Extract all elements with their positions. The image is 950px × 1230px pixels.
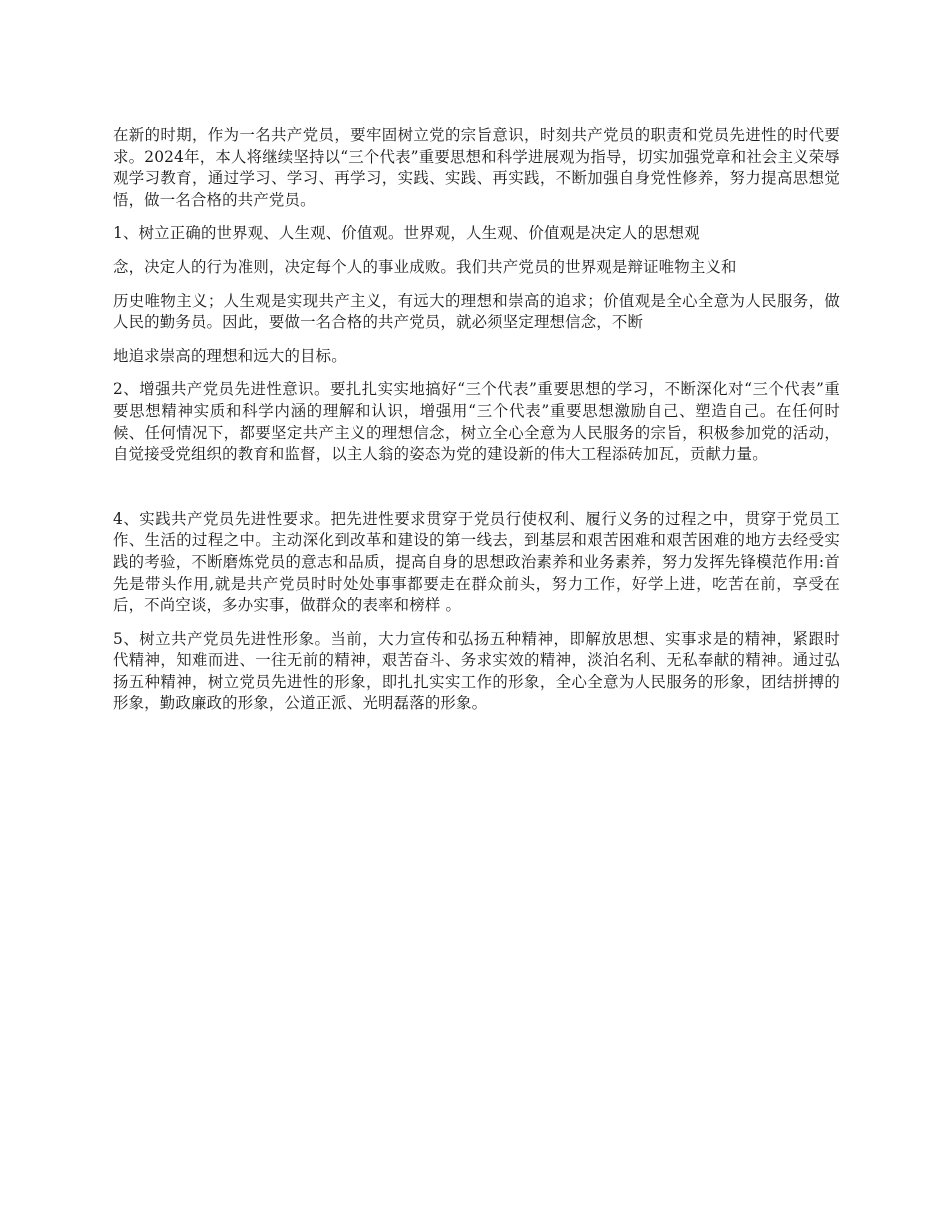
paragraph-1-part-a: 1、树立正确的世界观、人生观、价值观。世界观，人生观、价值观是决定人的思想观 [113, 224, 700, 243]
paragraph-5: 5、树立共产党员先进性形象。当前，大力宣传和弘扬五种精神，即解放思想、实事求是的精神，紧跟时代精神，知难而进、一往无前的精神，艰苦奋斗、务求实效的精神，淡泊名利、无私奉献的精神。通过弘扬五种精神，树立党员先进性的形象，即扎扎实实工作的形象，全心全意为人民服务的形象，团结拼搏的形象，勤政廉政的形象，公道正派、光明磊落的形象。 [113, 629, 840, 713]
paragraph-4: 4、实践共产党员先进性要求。把先进性要求贯穿于党员行使权利、履行义务的过程之中，贯穿于党员工作、生活的过程之中。主动深化到改革和建设的第一线去，到基层和艰苦困难和艰苦困难的地方去经受实践的考验，不断磨炼党员的意志和品质，提高自身的思想政治素养和业务素养，努力发挥先锋模范作用:首先是带头作用,就是共产党员时时处处事事都要走在群众前头，努力工作，好学上进，吃苦在前，享受在后，不尚空谈，多办实事，做群众的表率和榜样 。 [113, 509, 840, 615]
paragraph-intro: 在新的时期，作为一名共产党员，要牢固树立党的宗旨意识，时刻共产党员的职责和党员先进性的时代要求。2024年，本人将继续坚持以“三个代表”重要思想和科学进展观为指导，切实加强党章和社会主义荣辱观学习教育，通过学习、学习、再学习，实践、实践、再实践，不断加强自身党性修养，努力提高思想觉悟，做一名合格的共产党员。 [113, 126, 840, 209]
paragraph-1-part-b: 念，决定人的行为准则，决定每个人的事业成败。我们共产党员的世界观是辩证唯物主义和 [113, 257, 737, 276]
paragraph-1-part-c: 历史唯物主义；人生观是实现共产主义，有远大的理想和崇高的追求；价值观是全心全意为人民服务，做人民的勤务员。因此，要做一名合格的共产党员，就必须坚定理想信念，不断 [113, 291, 840, 332]
paragraph-1-part-d: 地追求崇高的理想和远大的目标。 [113, 346, 347, 365]
paragraph-2: 2、增强共产党员先进性意识。要扎扎实实地搞好“三个代表”重要思想的学习，不断深化对“三个代表”重要思想精神实质和科学内涵的理解和认识，增强用“三个代表”重要思想激励自己、塑造自己。在任何时候、任何情况下，都要坚定共产主义的理想信念，树立全心全意为人民服务的宗旨，积极参加党的活动，自觉接受党组织的教育和监督，以主人翁的姿态为党的建设新的伟大工程添砖加瓦，贡献力量。 [113, 380, 840, 464]
blank-spacer [113, 478, 840, 509]
document-body [113, 125, 840, 727]
